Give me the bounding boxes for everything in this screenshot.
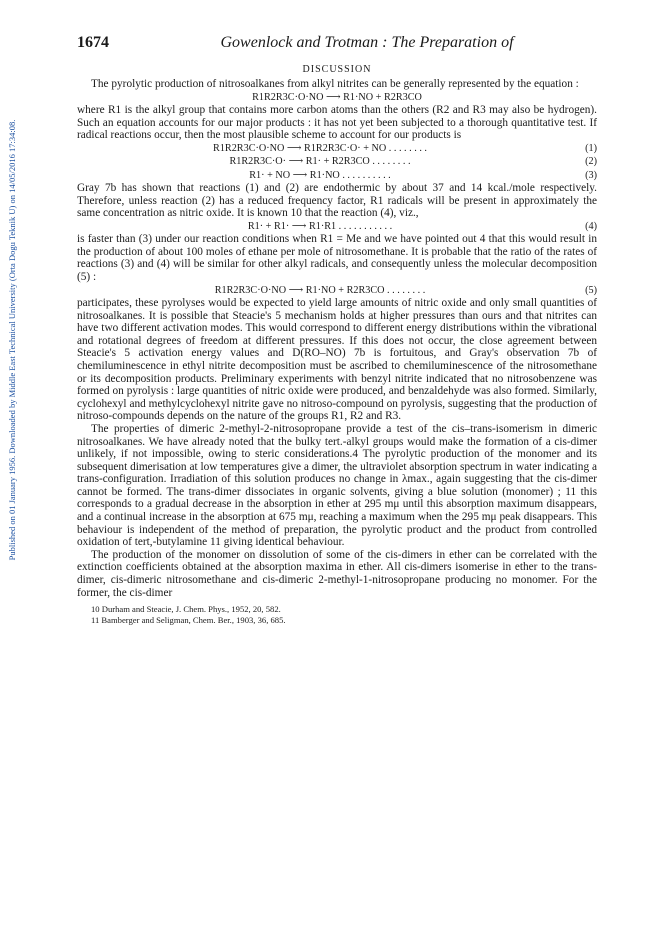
- equation-5: R1R2R3C·O·NO ⟶ R1·NO + R2R3CO . . . . . . . . (5): [214, 284, 597, 296]
- paragraph-6: The properties of dimeric 2-methyl-2-nitrosopropane provide a test of the cis–trans-isomerism in dimeric nitrosoalkanes. We have already noted that the bulky tert.-alkyl groups would make the formation of a cis-dimer unlikely, if not impossible, owing to steric considerations.4 The pyrolytic production of the monomer and its subsequent dimerisation at low temperatures give a dimer, the ultraviolet absorption spectrum in water indicating a trans-configuration. Irradiation of this solution produces no change in λmax., again suggesting that the cis-dimer cannot be formed. The trans-dimer dissociates in organic solvents, giving a blue solution (monomer) ; 11 this corresponds to a gradual decrease in the absorption in ether at 295 mμ until this absorption maximum disappears, and a continual increase in the absorption at 675 mμ, reaching a maximum when the 295 mμ peak disappears. This behaviour is independent of the method of preparation, the pyrolytic product and the product from controlled oxidation of tert,-butylamine 11 giving identical behaviour.: [77, 422, 597, 549]
- section-heading: DISCUSSION: [302, 64, 372, 75]
- page: [77, 34, 597, 625]
- download-watermark: [2, 40, 22, 640]
- paragraph-7: The production of the monomer on dissolution of some of the cis-dimers in ether can be correlated with the extinction coefficients obtained at the absorption maxima in ether. All cis-dimers isomerise in ether to the trans-dimer, cis-dimeric nitrosomethane and cis-dimeric 2-methyl-1-nitrosopropane producing no monomer. For the former, the cis-dimer: [77, 548, 597, 599]
- equation-1: R1R2R3C·O·NO ⟶ R1R2R3C·O· + NO . . . . . . . . (1): [213, 142, 597, 154]
- footnote-11: 11 Bamberger and Seligman, Chem. Ber., 1903, 36, 685.: [91, 614, 286, 625]
- equation-2: R1R2R3C·O· ⟶ R1· + R2R3CO . . . . . . . . (2): [229, 156, 597, 168]
- running-header: [77, 34, 597, 56]
- paragraph-1: The pyrolytic production of nitrosoalkanes from alkyl nitrites can be generally represented by the equation :: [91, 78, 579, 90]
- paragraph-5: participates, these pyrolyses would be expected to yield large amounts of nitric oxide and only small quantities of nitrosoalkanes. It is possible that Steacie's 5 mechanism holds at higher pressures than ours and that nitrites can have two different activation modes. This would correspond to different energy distributions within the vibrational and rotational degrees of freedom at different pressures. If this does not occur, the close agreement between Steacie's 5 activation energy values and D(RO–NO) 7b is fortuitous, and Gray's observation 7b of chemiluminescence in ethyl nitrite decomposition must be ascribed to chemiluminescence of the nitrosomethane or its decomposition products. Preliminary experiments with benzyl nitrite indicated that no nitrosobenzene was formed on pyrolysis : large quantities of nitric oxide were produced, and benzaldehyde was also formed. Similarly, cyclohexyl and methylcyclohexyl nitrite gave no nitroso-compound on pyrolysis, suggesting that the production of nitroso-compounds depends on the nature of the groups R1, R2 and R3.: [77, 296, 597, 423]
- footnote-10: 10 Durham and Steacie, J. Chem. Phys., 1952, 20, 582.: [91, 604, 281, 615]
- watermark-text: Published on 01 January 1956. Downloaded by Middle East Technical University (Orta Dogu Teknik U) on 14/05/2016 17:34:08.: [7, 119, 17, 561]
- page-number: 1674: [77, 34, 109, 51]
- paragraph-2: where R1 is the alkyl group that contains more carbon atoms than the others (R2 and R3 may also be hydrogen). Such an equation accounts for our major products : it has not yet been subjected to a thorough quantitative test. If radical reactions occur, then the most plausible scheme to account for our products is: [77, 104, 597, 142]
- footnotes: [77, 604, 597, 625]
- equation-3: R1· + NO ⟶ R1·NO . . . . . . . . . . (3): [249, 169, 597, 181]
- paragraph-4: is faster than (3) under our reaction conditions when R1 = Me and we have pointed out 4 that this would result in the production of about 100 moles of ethane per mole of nitrosomethane. It is probable that the ratio of the rates of reactions (3) and (4) will be similar for other alkyl radicals, and consequently unless the molecular decomposition (5) :: [77, 233, 597, 283]
- equation-general: R1R2R3C·O·NO ⟶ R1·NO + R2R3CO: [252, 91, 422, 103]
- running-title: Gowenlock and Trotman : The Preparation of: [220, 34, 514, 51]
- equation-4: R1· + R1· ⟶ R1·R1 . . . . . . . . . . . (4): [247, 220, 597, 232]
- paragraph-3: Gray 7b has shown that reactions (1) and (2) are endothermic by about 37 and 14 kcal./mole respectively. Therefore, unless reaction (2) has a reduced frequency factor, R1 radicals will be present in approximately the same concentration as nitric oxide. It is known 10 that the reaction (4), viz.,: [77, 182, 597, 220]
